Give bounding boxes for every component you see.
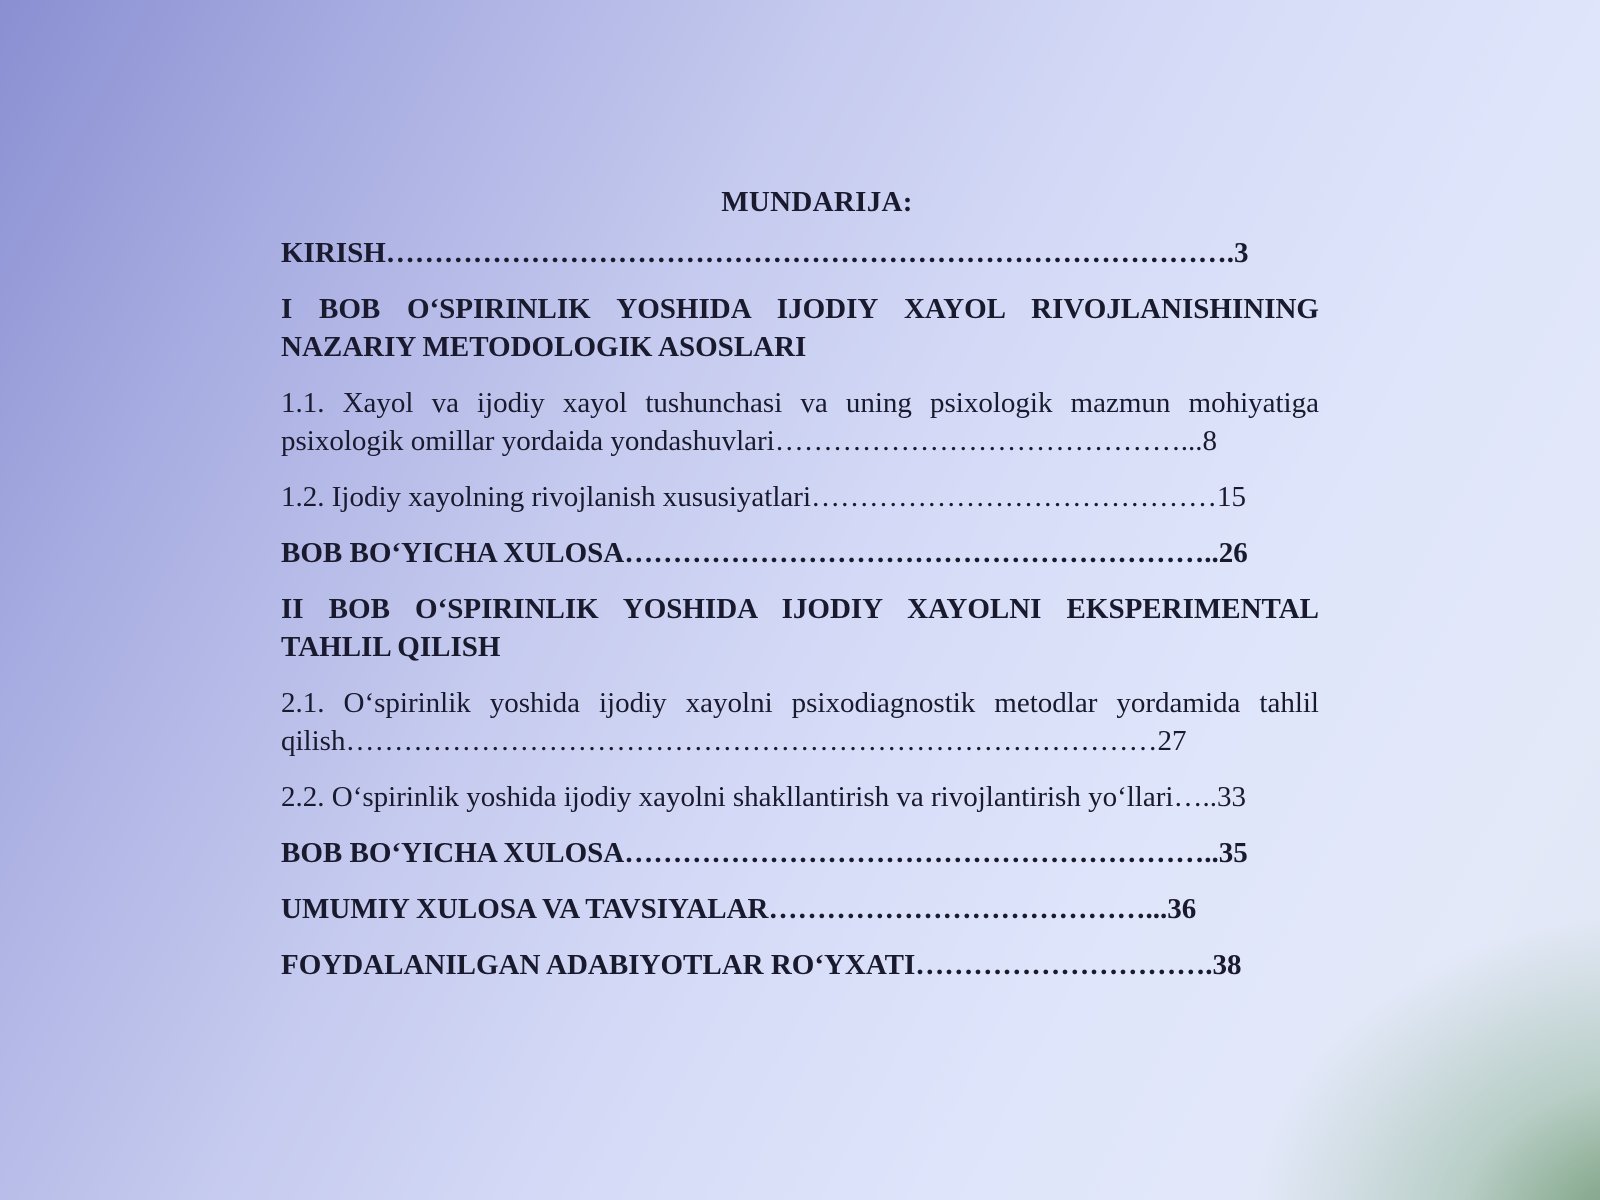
toc-entry-general-conclusion: UMUMIY XULOSA VA TAVSIYALAR…………………………………...36 xyxy=(281,893,1197,925)
toc-title: MUNDARIJA: xyxy=(721,186,913,218)
toc-entry-chapter-1-conclusion: BOB BO‘YICHA XULOSA……………………………………………………..26 xyxy=(281,537,1248,569)
toc-entry-section-1-1: 1.1. Xayol va ijodiy xayol tushunchasi va uning psixologik mazmun mohiyatiga psixologik omillar yordaida yondashuvlari……………………………………...8 xyxy=(281,387,1319,457)
toc-entry-chapter-1-heading: I BOB O‘SPIRINLIK YOSHIDA IJODIY XAYOL RIVOJLANISHINING NAZARIY METODOLOGIK ASOSLARI xyxy=(281,293,1319,363)
toc-entry-references: FOYDALANILGAN ADABIYOTLAR RO‘YXATI………………………….38 xyxy=(281,949,1242,981)
toc-entry-chapter-2-heading: II BOB O‘SPIRINLIK YOSHIDA IJODIY XAYOLNI EKSPERIMENTAL TAHLIL QILISH xyxy=(281,593,1319,663)
toc-entry-section-2-1: 2.1. O‘spirinlik yoshida ijodiy xayolni psixodiagnostik metodlar yordamida tahlil qilish…………………………………………………………………………27 xyxy=(281,687,1319,757)
toc-entry-kirish: KIRISH…………………………………………………………………………….3 xyxy=(281,237,1249,269)
toc-entry-section-2-2: 2.2. O‘spirinlik yoshida ijodiy xayolni shakllantirish va rivojlantirish yo‘llari…..33 xyxy=(281,781,1246,813)
toc-entry-section-1-2: 1.2. Ijodiy xayolning rivojlanish xususiyatlari……………………………………15 xyxy=(281,481,1247,513)
table-of-contents xyxy=(281,180,1319,1002)
toc-entry-chapter-2-conclusion: BOB BO‘YICHA XULOSA……………………………………………………..35 xyxy=(281,837,1248,869)
